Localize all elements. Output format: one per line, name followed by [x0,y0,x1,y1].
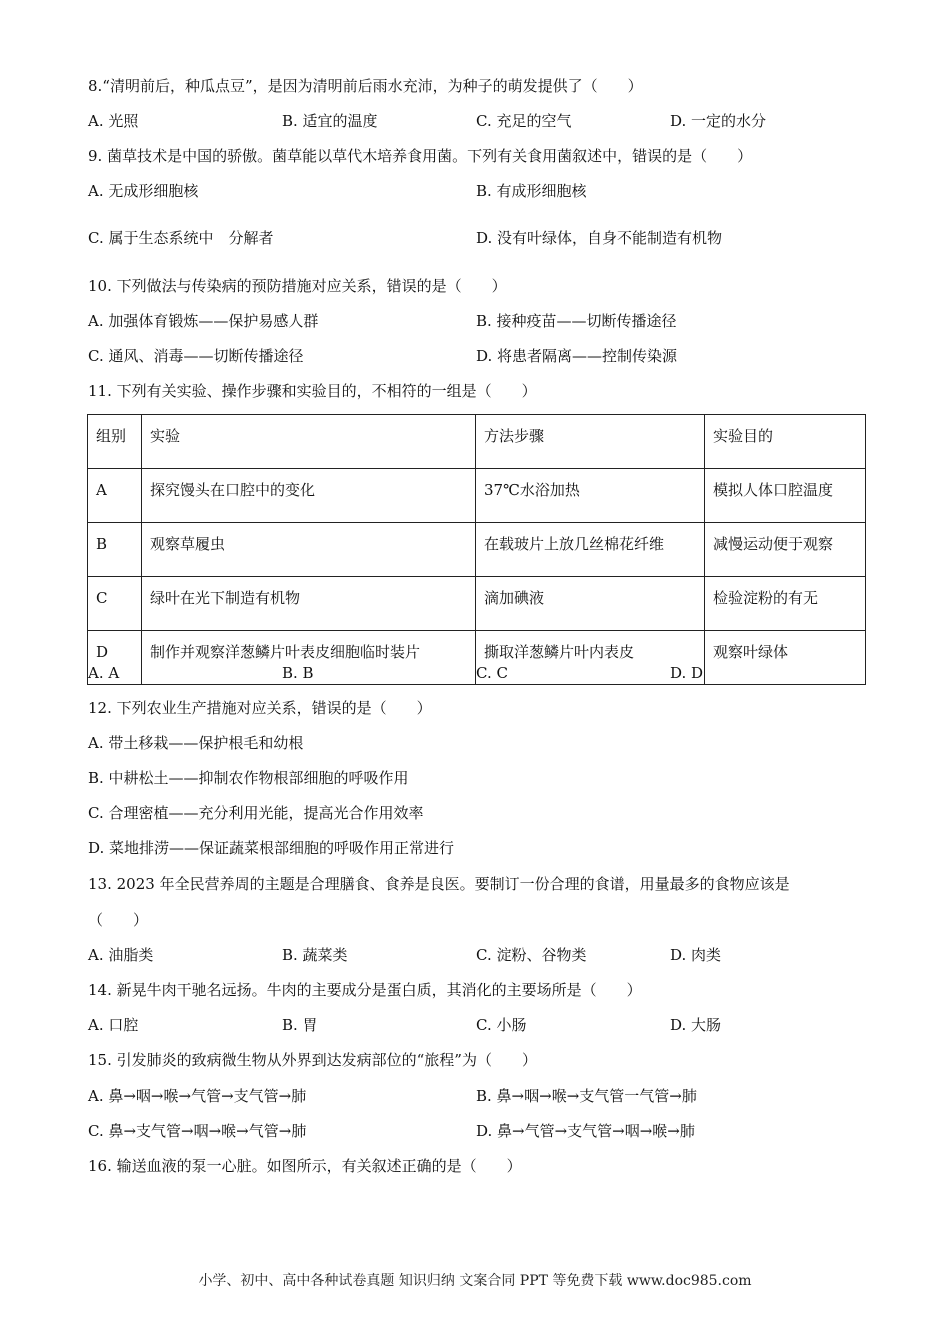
table-cell: C [88,577,142,631]
question-8-option-c: C. 充足的空气 [476,112,572,130]
table-cell: 撕取洋葱鳞片叶内表皮 [476,631,705,685]
question-15-option-d: D. 鼻→气管→支气管→咽→喉→肺 [476,1122,695,1140]
table-cell: 减慢运动便于观察 [705,523,866,577]
question-10-option-d: D. 将患者隔离——控制传染源 [476,347,678,365]
table-header-cell: 组别 [88,415,142,469]
question-8-option-d: D. 一定的水分 [670,112,767,130]
question-13-stem-continued: （ ） [88,911,149,929]
question-8-stem: 8.“清明前后，种瓜点豆”，是因为清明前后雨水充沛，为种子的萌发提供了（ ） [88,77,643,95]
question-14-option-c: C. 小肠 [476,1016,527,1034]
question-11-option-c: C. C [476,664,508,682]
question-10-option-a: A. 加强体育锻炼——保护易感人群 [88,312,319,330]
question-11-option-a: A. A [88,664,120,682]
question-12-option-b: B. 中耕松土——抑制农作物根部细胞的呼吸作用 [88,769,409,787]
table-cell: A [88,469,142,523]
question-10-stem: 10. 下列做法与传染病的预防措施对应关系，错误的是（ ） [88,277,507,295]
question-16-stem: 16. 输送血液的泵一心脏。如图所示，有关叙述正确的是（ ） [88,1157,522,1175]
question-12-option-c: C. 合理密植——充分利用光能，提高光合作用效率 [88,804,424,822]
question-15-option-c: C. 鼻→支气管→咽→喉→气管→肺 [88,1122,307,1140]
table-cell: B [88,523,142,577]
question-12-option-a: A. 带土移栽——保护根毛和幼根 [88,734,304,752]
question-14-stem: 14. 新晃牛肉干驰名远扬。牛肉的主要成分是蛋白质，其消化的主要场所是（ ） [88,981,642,999]
table-row [88,523,866,577]
table-cell: D [88,631,142,685]
question-8-option-b: B. 适宜的温度 [282,112,378,130]
table-cell: 制作并观察洋葱鳞片叶表皮细胞临时装片 [142,631,476,685]
question-13-option-d: D. 肉类 [670,946,722,964]
question-11-option-b: B. B [282,664,314,682]
question-12-option-d: D. 菜地排涝——保证蔬菜根部细胞的呼吸作用正常进行 [88,839,455,857]
table-header-cell: 方法步骤 [476,415,705,469]
table-header-cell: 实验 [142,415,476,469]
table-cell: 在载玻片上放几丝棉花纤维 [476,523,705,577]
question-11-option-d: D. D [670,664,704,682]
table-header-cell: 实验目的 [705,415,866,469]
table-cell: 37℃水浴加热 [476,469,705,523]
question-9-option-b: B. 有成形细胞核 [476,182,587,200]
table-cell: 检验淀粉的有无 [705,577,866,631]
question-15-stem: 15. 引发肺炎的致病微生物从外界到达发病部位的“旅程”为（ ） [88,1051,537,1069]
question-12-stem: 12. 下列农业生产措施对应关系，错误的是（ ） [88,699,432,717]
table-cell: 观察草履虫 [142,523,476,577]
question-10-option-b: B. 接种疫苗——切断传播途径 [476,312,677,330]
table-cell: 观察叶绿体 [705,631,866,685]
question-9-stem: 9. 菌草技术是中国的骄傲。菌草能以草代木培养食用菌。下列有关食用菌叙述中，错误的是（ ） [88,147,753,165]
question-8-option-a: A. 光照 [88,112,139,130]
table-cell: 绿叶在光下制造有机物 [142,577,476,631]
question-13-option-c: C. 淀粉、谷物类 [476,946,587,964]
question-9-option-a: A. 无成形细胞核 [88,182,199,200]
question-14-option-b: B. 胃 [282,1016,318,1034]
question-11-stem: 11. 下列有关实验、操作步骤和实验目的，不相符的一组是（ ） [88,382,537,400]
question-10-option-c: C. 通风、消毒——切断传播途径 [88,347,304,365]
question-13-stem: 13. 2023 年全民营养周的主题是合理膳食、食养是良医。要制订一份合理的食谱，用量最多的食物应该是 [88,875,790,893]
question-14-option-a: A. 口腔 [88,1016,139,1034]
question-14-option-d: D. 大肠 [670,1016,722,1034]
table-header-row [88,415,866,469]
question-15-option-b: B. 鼻→咽→喉→支气管一气管→肺 [476,1087,697,1105]
question-9-option-d: D. 没有叶绿体，自身不能制造有机物 [476,229,723,247]
table-row [88,469,866,523]
question-15-option-a: A. 鼻→咽→喉→气管→支气管→肺 [88,1087,307,1105]
table-row [88,577,866,631]
experiment-table [87,414,866,685]
table-cell: 滴加碘液 [476,577,705,631]
page-footer: 小学、初中、高中各种试卷真题 知识归纳 文案合同 PPT 等免费下载 www.doc985.com [198,1273,752,1289]
question-13-option-b: B. 蔬菜类 [282,946,348,964]
table-cell: 探究馒头在口腔中的变化 [142,469,476,523]
question-9-option-c: C. 属于生态系统中 分解者 [88,229,274,247]
question-13-option-a: A. 油脂类 [88,946,154,964]
table-cell: 模拟人体口腔温度 [705,469,866,523]
